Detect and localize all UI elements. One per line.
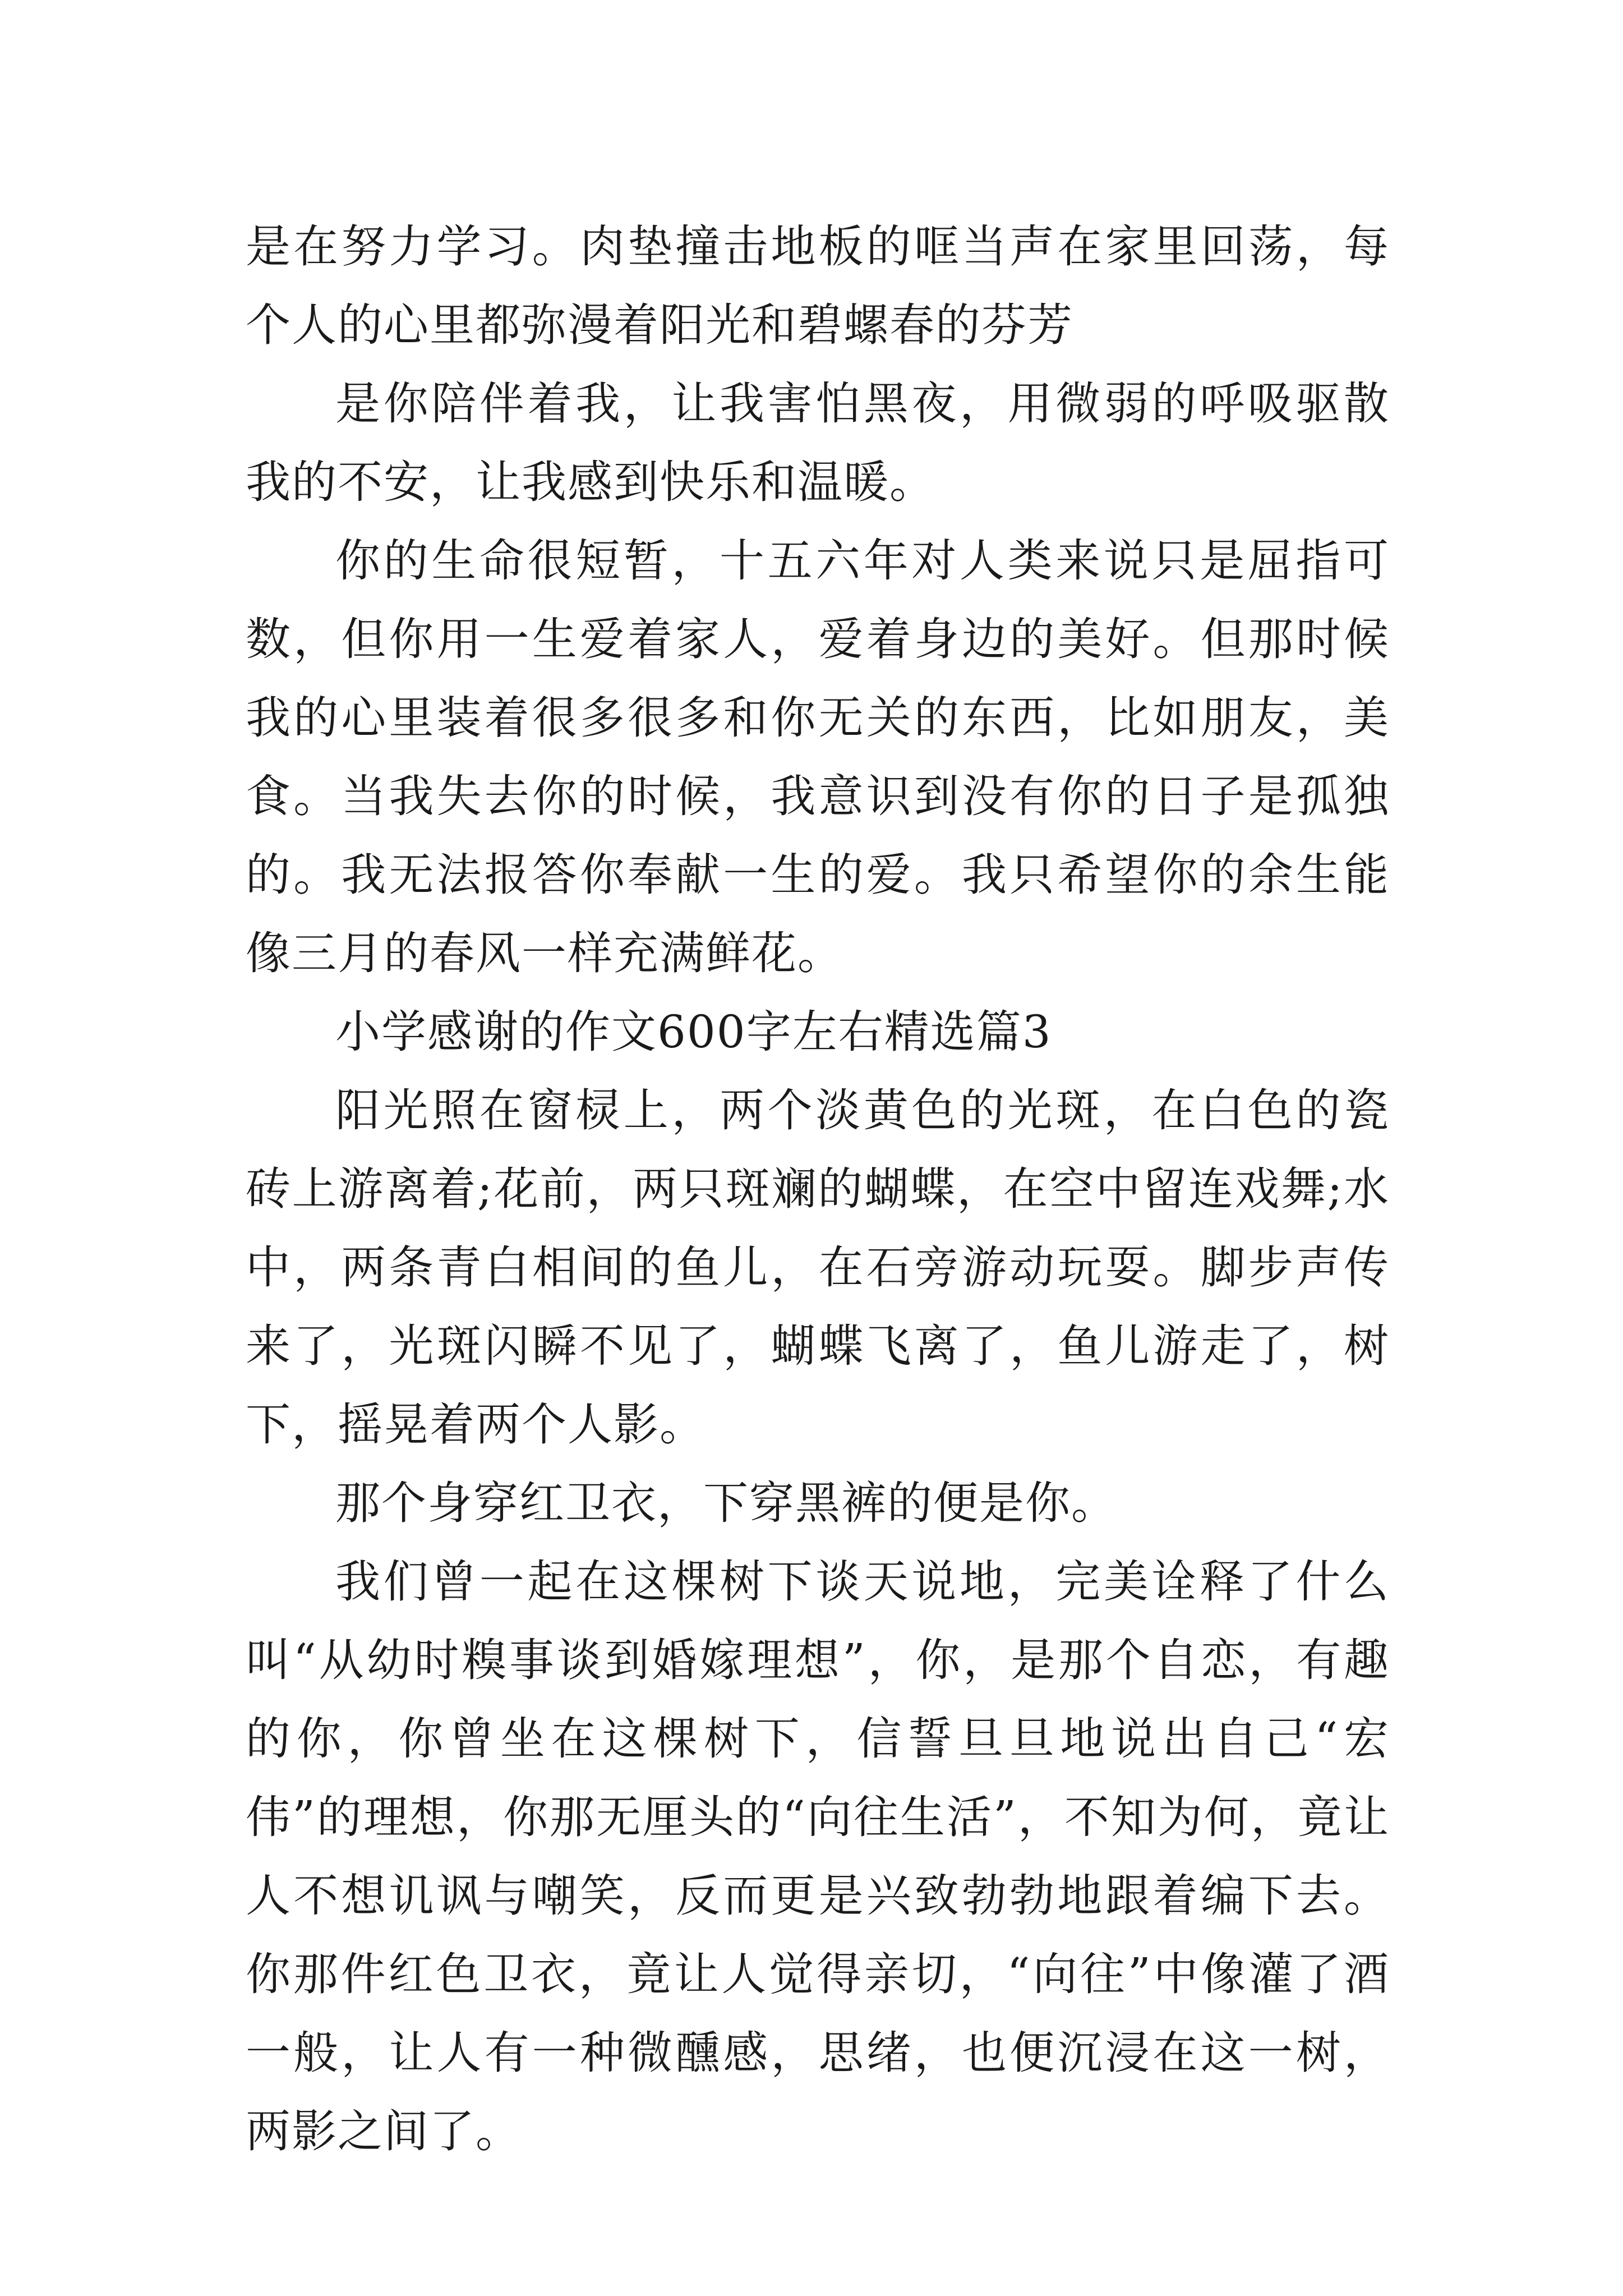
paragraph-5: 那个身穿红卫衣，下穿黑裤的便是你。 xyxy=(335,1477,1117,1529)
document-body xyxy=(246,208,1390,2171)
paragraph-6: 我们曾一起在这棵树下谈天说地，完美诠释了什么叫“从幼时糗事谈到婚嫁理想”，你，是那个自恋，有趣的你，你曾坐在这棵树下，信誓旦旦地说出自己“宏伟”的理想，你那无厘头的“向往生活”，不知为何，竟让人不想讥讽与嘲笑，反而更是兴致勃勃地跟着编下去。你那件红色卫衣，竟让人觉得亲切，“向往”中像灌了酒一般，让人有一种微醺感，思绪，也便沉浸在这一树，两影之间了。 xyxy=(246,1556,1390,2157)
section-heading: 小学感谢的作文600字左右精选篇3 xyxy=(335,1006,1052,1058)
paragraph-2: 是你陪伴着我，让我害怕黑夜，用微弱的呼吸驱散我的不安，让我感到快乐和温暖。 xyxy=(246,378,1390,508)
paragraph-4: 阳光照在窗棂上，两个淡黄色的光斑，在白色的瓷砖上游离着;花前，两只斑斓的蝴蝶，在空中留连戏舞;水中，两条青白相间的鱼儿，在石旁游动玩耍。脚步声传来了，光斑闪瞬不见了，蝴蝶飞离了，鱼儿游走了，树下，摇晃着两个人影。 xyxy=(246,1084,1390,1451)
paragraph-1: 是在努力学习。肉垫撞击地板的哐当声在家里回荡，每个人的心里都弥漫着阳光和碧螺春的芬芳 xyxy=(246,220,1390,351)
paragraph-3: 你的生命很短暂，十五六年对人类来说只是屈指可数，但你用一生爱着家人，爱着身边的美好。但那时候我的心里装着很多很多和你无关的东西，比如朋友，美食。当我失去你的时候，我意识到没有你的日子是孤独的。我无法报答你奉献一生的爱。我只希望你的余生能像三月的春风一样充满鲜花。 xyxy=(246,535,1390,979)
